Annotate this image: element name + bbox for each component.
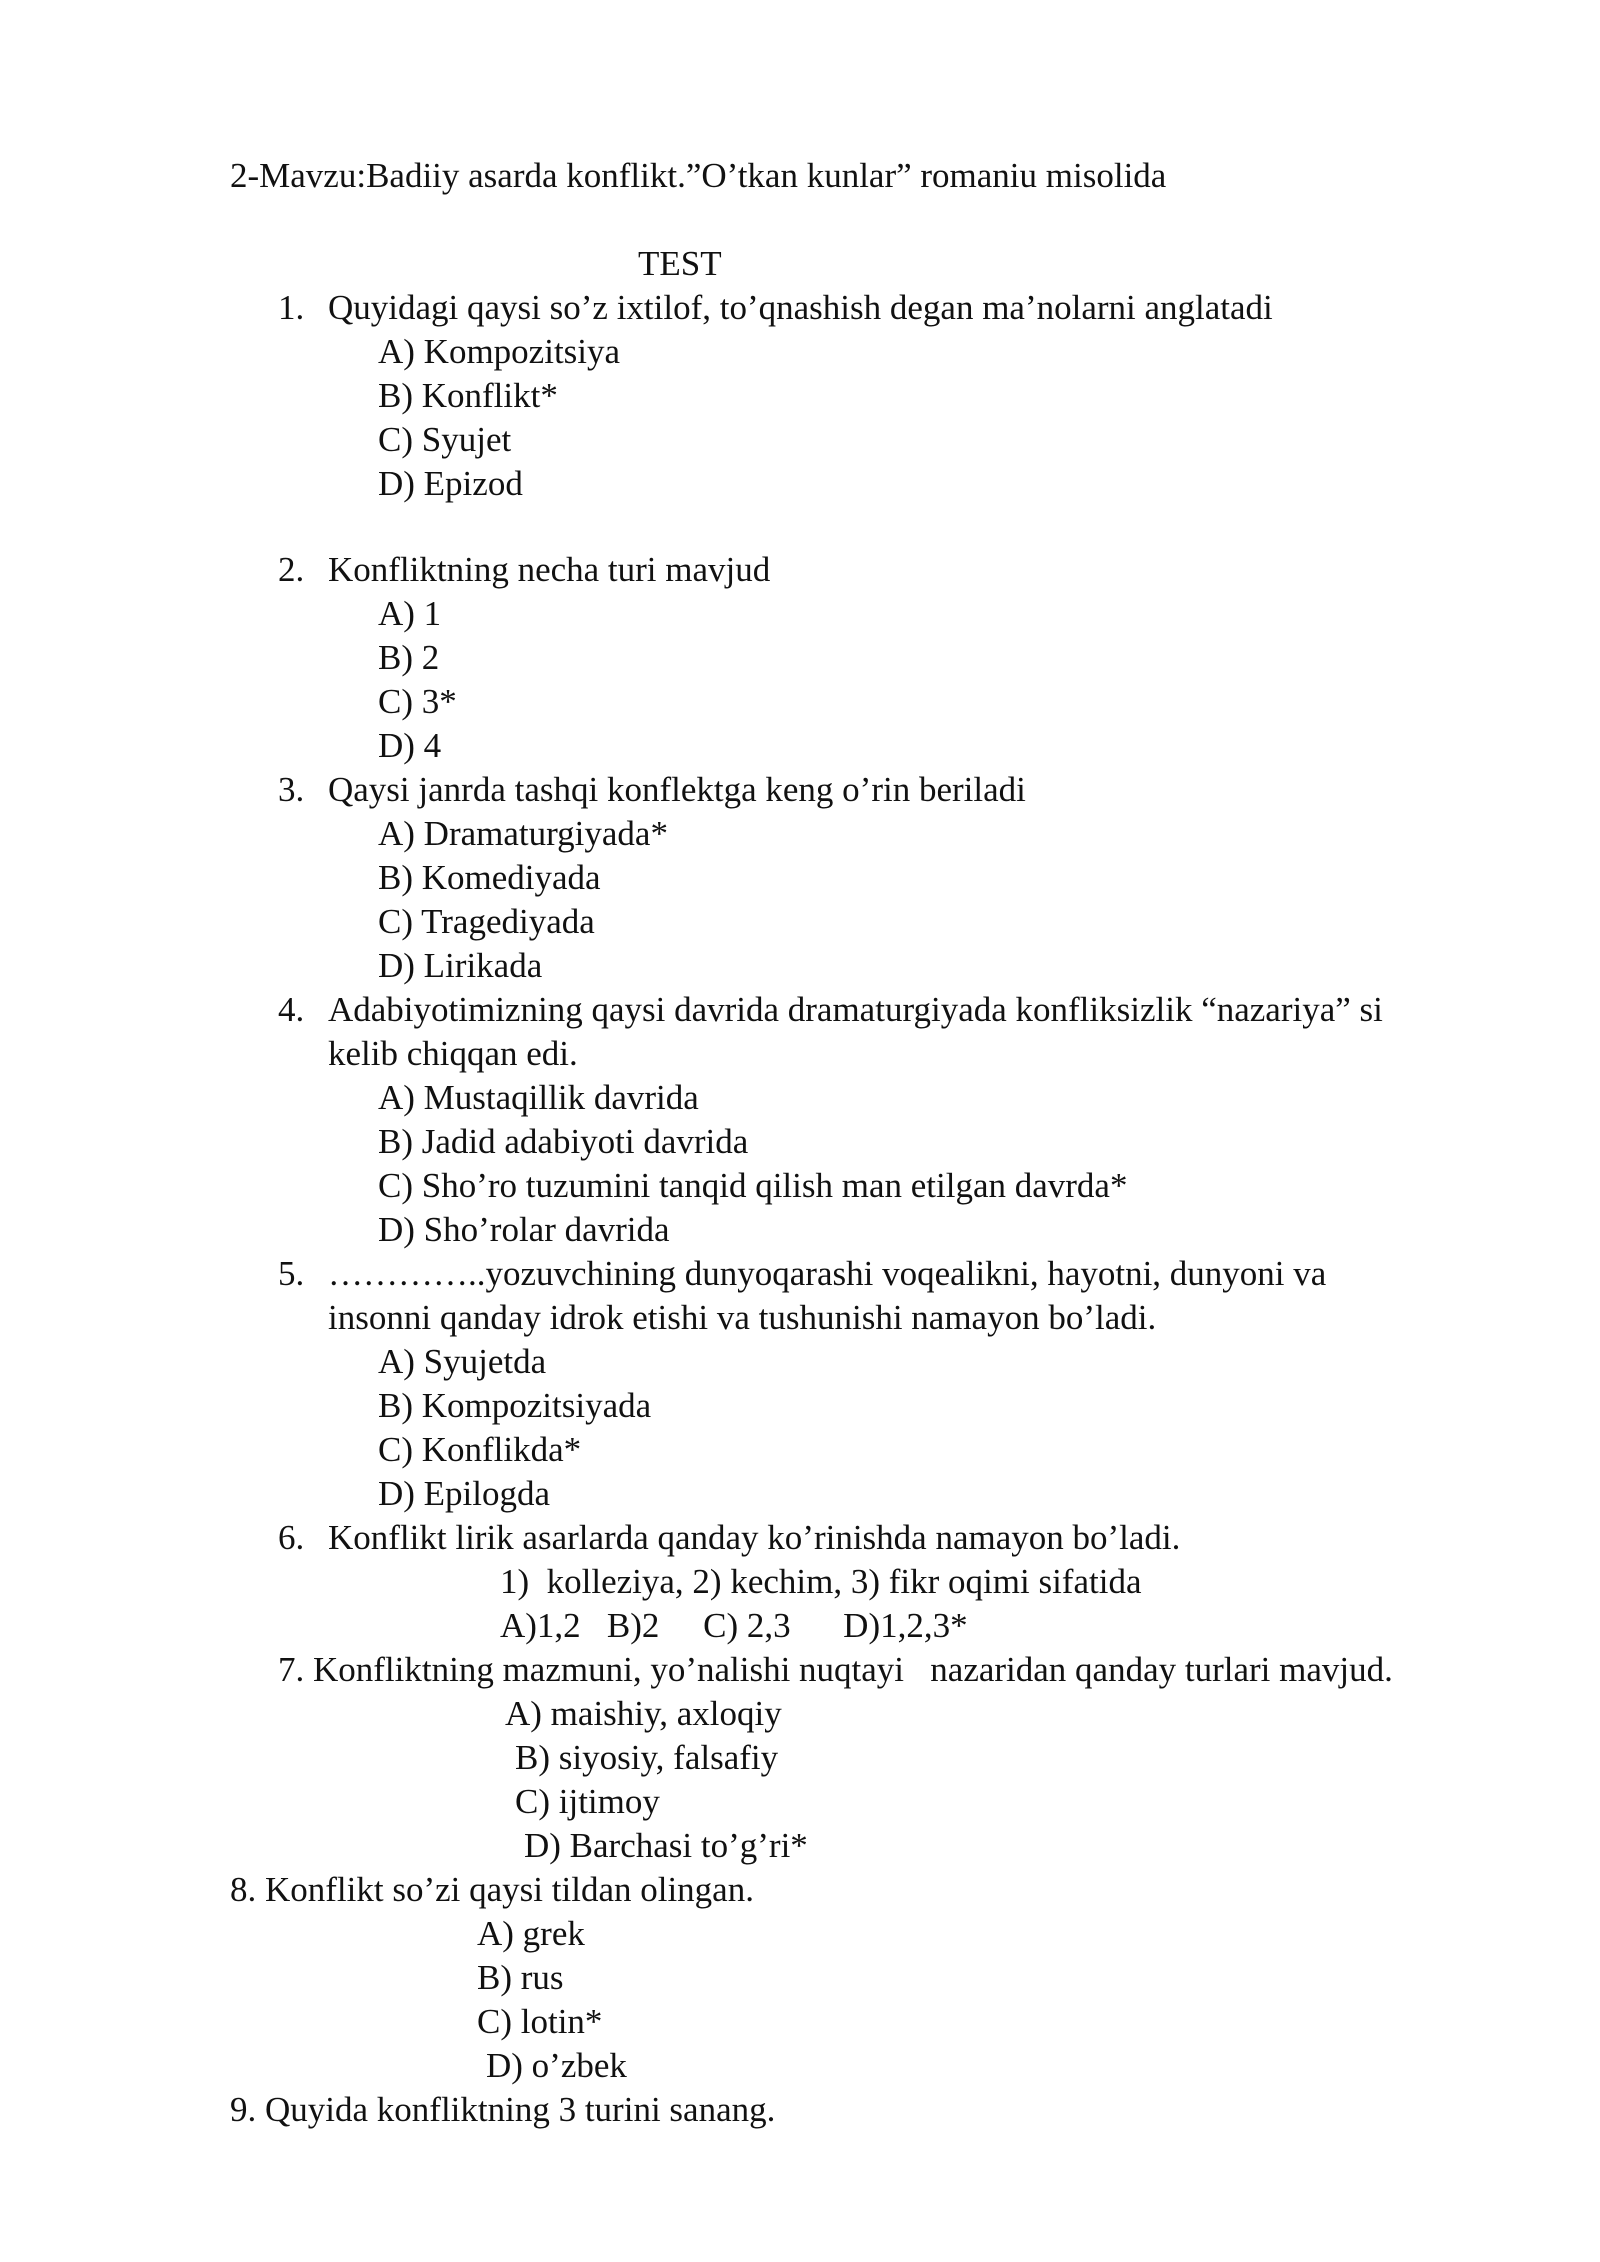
answer-option: A) maishiy, axloqiy (505, 1694, 782, 1733)
answer-option: D) Epilogda (378, 1474, 551, 1513)
question-number: 1. (278, 288, 305, 327)
answer-option: C) 3* (378, 682, 457, 721)
question-sub-line: 1) kolleziya, 2) kechim, 3) fikr oqimi sifatida (500, 1562, 1142, 1601)
question-number: 6. (278, 1518, 305, 1557)
answer-option: D) Lirikada (378, 946, 543, 985)
answer-option: A) Syujetda (378, 1342, 547, 1381)
question-number: 5. (278, 1254, 305, 1293)
answer-option: D) Epizod (378, 464, 523, 503)
question-number: 4. (278, 990, 305, 1029)
question-text: 7. Konfliktning mazmuni, yo’nalishi nuqtayi nazaridan qanday turlari mavjud. (278, 1650, 1393, 1689)
answer-option: B) Kompozitsiyada (378, 1386, 652, 1425)
answer-option: B) 2 (378, 638, 440, 677)
question-text: Konflikt lirik asarlarda qanday ko’rinishda namayon bo’ladi. (328, 1518, 1181, 1557)
answer-option: C) Syujet (378, 420, 512, 459)
test-title: TEST (638, 244, 722, 283)
answer-option: B) Jadid adabiyoti davrida (378, 1122, 749, 1161)
question-text: 8. Konflikt so’zi qaysi tildan olingan. (230, 1870, 754, 1909)
question-text: Adabiyotimizning qaysi davrida dramaturgiyada konfliksizlik “nazariya” si (328, 990, 1383, 1029)
answer-options-inline: A)1,2 B)2 C) 2,3 D)1,2,3* (500, 1606, 968, 1645)
answer-option: B) rus (477, 1958, 564, 1997)
answer-option: B) siyosiy, falsafiy (515, 1738, 779, 1777)
answer-option: A) Mustaqillik davrida (378, 1078, 699, 1117)
question-text: Konfliktning necha turi mavjud (328, 550, 771, 589)
answer-option: D) o’zbek (486, 2046, 627, 2085)
question-text: Quyidagi qaysi so’z ixtilof, to’qnashish degan ma’nolarni anglatadi (328, 288, 1273, 327)
answer-option: C) Sho’ro tuzumini tanqid qilish man etilgan davrda* (378, 1166, 1128, 1205)
answer-option: B) Konflikt* (378, 376, 558, 415)
answer-option: C) Konflikda* (378, 1430, 582, 1469)
answer-option: A) 1 (378, 594, 442, 633)
answer-option: D) Barchasi to’g’ri* (524, 1826, 808, 1865)
question-text: …………..yozuvchining dunyoqarashi voqealikni, hayotni, dunyoni va (328, 1254, 1327, 1293)
answer-option: C) ijtimoy (515, 1782, 660, 1821)
question-number: 2. (278, 550, 305, 589)
question-text-continued: kelib chiqqan edi. (328, 1034, 578, 1073)
answer-option: A) Kompozitsiya (378, 332, 621, 371)
question-text: 9. Quyida konfliktning 3 turini sanang. (230, 2090, 776, 2129)
answer-option: C) Tragediyada (378, 902, 595, 941)
question-text: Qaysi janrda tashqi konflektga keng o’rin beriladi (328, 770, 1026, 809)
answer-option: B) Komediyada (378, 858, 601, 897)
answer-option: C) lotin* (477, 2002, 603, 2041)
document-heading: 2-Mavzu:Badiiy asarda konflikt.”O’tkan kunlar” romaniu misolida (230, 156, 1167, 195)
answer-option: A) Dramaturgiyada* (378, 814, 668, 853)
answer-option: D) 4 (378, 726, 442, 765)
answer-option: D) Sho’rolar davrida (378, 1210, 670, 1249)
question-text-continued: insonni qanday idrok etishi va tushunishi namayon bo’ladi. (328, 1298, 1157, 1337)
question-number: 3. (278, 770, 305, 809)
answer-option: A) grek (477, 1914, 585, 1953)
